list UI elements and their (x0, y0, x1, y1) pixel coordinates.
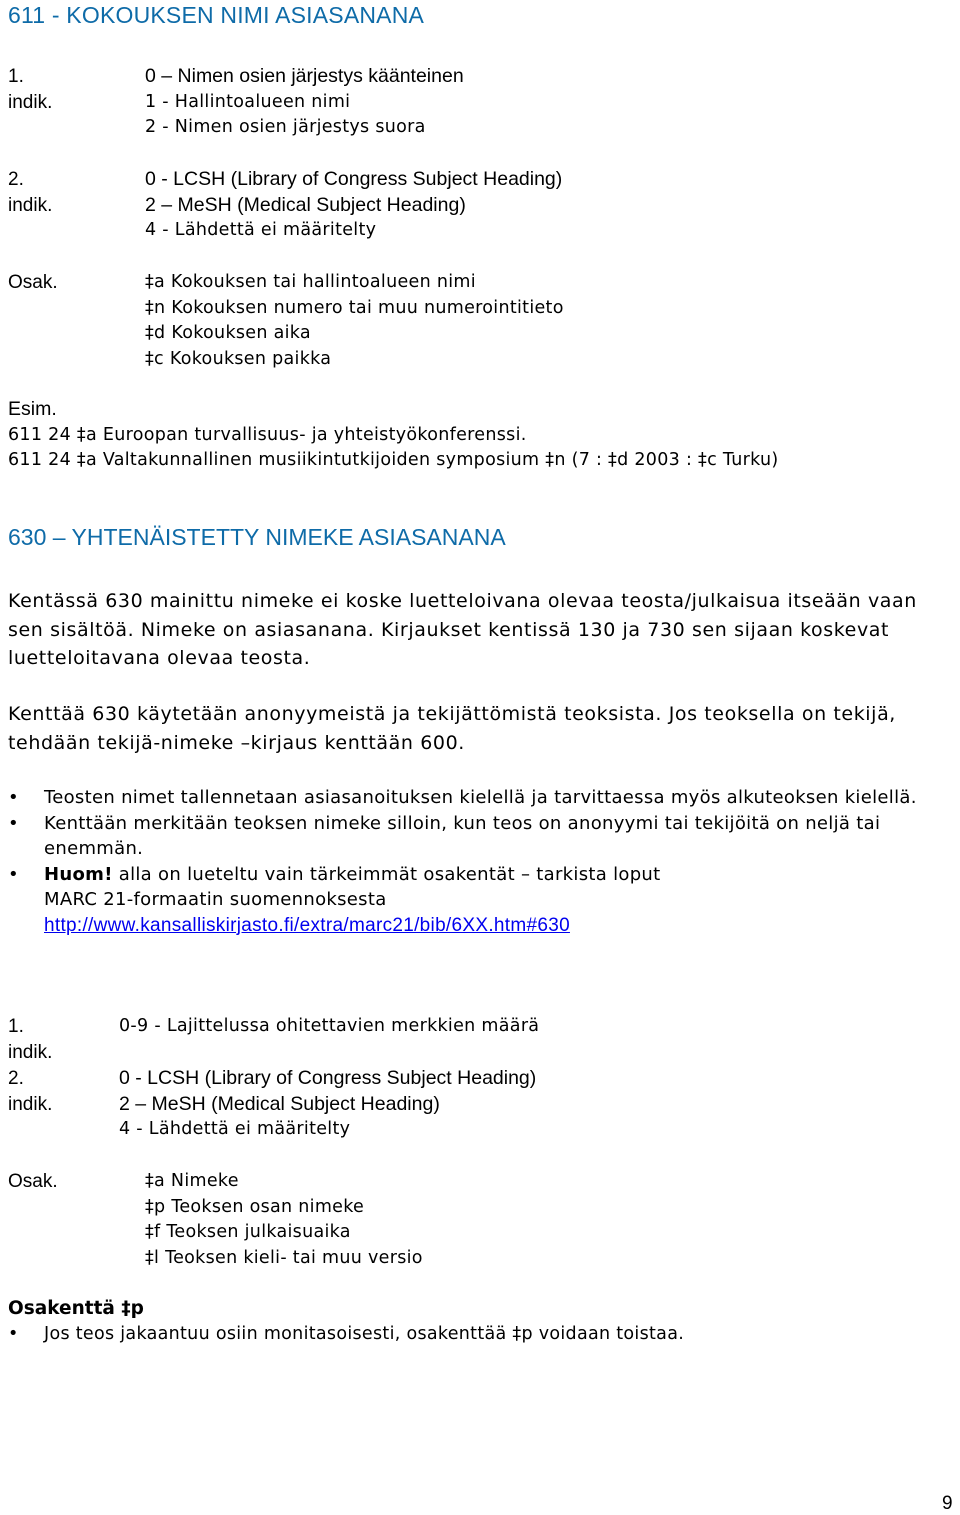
s611-ind2-value: 0 - LCSH (Library of Congress Subject Heading) (145, 168, 563, 190)
s630-ind1-label: 1. indik. (8, 1016, 53, 1063)
example-line: 611 24 ‡a Euroopan turvallisuus- ja yhteistyökonferenssi. (8, 424, 527, 445)
s630-subfield: ‡f Teoksen julkaisuaika (145, 1222, 351, 1243)
s630-bullet-list (8, 785, 948, 939)
bullet-text: Jos teos jakaantuu osiin monitasoisesti, osakenttää ‡p voidaan toistaa. (44, 1323, 685, 1344)
bullet-text: alla on lueteltu vain tärkeimmät osakentät – tarkista loput (112, 863, 661, 885)
s611-ind1-value: 1 - Hallintoalueen nimi (145, 91, 351, 112)
s611-subfields-label: Osak. (8, 272, 58, 293)
s611-ind1-label: 1. indik. (8, 66, 53, 113)
s630-ind2-value: 4 - Lähdettä ei määritelty (119, 1119, 351, 1140)
list-item (8, 1322, 948, 1348)
s630-subfields-label: Osak. (8, 1171, 58, 1192)
bullet-text: Teosten nimet tallennetaan asiasanoituksen kielellä ja tarvittaessa myös alkuteoksen kielellä. (44, 787, 917, 808)
note-label: Huom! (44, 863, 113, 885)
osakentta-p-heading: Osakenttä ‡p (8, 1298, 144, 1319)
list-item (8, 785, 948, 811)
s611-ind2-values (145, 167, 562, 244)
example-line: 611 24 ‡a Valtakunnallinen musiikintutkijoiden symposium ‡n (7 : ‡d 2003 : ‡c Turku) (8, 450, 779, 471)
list-item (8, 862, 948, 939)
s611-ind2-label: 2. indik. (8, 169, 53, 216)
list-item (8, 811, 948, 862)
s611-subfield: ‡n Kokouksen numero tai muu numerointitieto (145, 297, 564, 318)
s630-subfield: ‡p Teoksen osan nimeke (145, 1196, 365, 1217)
s630-paragraph-2: Kenttää 630 käytetään anonyymeistä ja tekijättömistä teoksista. Jos teoksella on tekijä, tehdään tekijä-nimeke –kirjaus kenttään 600. (8, 703, 896, 754)
s630-paragraph-1: Kentässä 630 mainittu nimeke ei koske luetteloivana olevaa teosta/julkaisua itseään vaan sen sisältöä. Nimeke on asiasanana. Kirjaukset kentissä 130 ja 730 sen sijaan koskevat luetteloitavana olevaa teosta. (8, 590, 917, 669)
s630-ind1-value: 0-9 - Lajittelussa ohitettavien merkkien määrä (119, 1016, 540, 1036)
page-number: 9 (942, 1493, 953, 1514)
s611-subfield: ‡a Kokouksen tai hallintoalueen nimi (145, 272, 476, 292)
s630-subfield: ‡l Teoksen kieli- tai muu versio (145, 1247, 423, 1268)
example-label: Esim. (8, 398, 57, 420)
s611-subfield: ‡c Kokouksen paikka (145, 348, 332, 369)
s611-example (8, 397, 948, 474)
s611-ind2-value: 2 – MeSH (Medical Subject Heading) (145, 193, 466, 216)
s611-subfields-values (145, 270, 564, 372)
bullet-icon: • (8, 1323, 19, 1344)
bullet-text: Kenttään merkitään teoksen nimeke silloin, kun teos on anonyymi tai tekijöitä on neljä tai enemmän. (44, 812, 881, 860)
s611-ind2-value: 4 - Lähdettä ei määritelty (145, 220, 377, 241)
s611-subfield: ‡d Kokouksen aika (145, 323, 311, 344)
s611-ind1-value: 0 – Nimen osien järjestys käänteinen (145, 65, 464, 87)
s630-ind1-values (119, 1014, 539, 1040)
bullet-icon: • (8, 812, 19, 834)
s611-ind1-values (145, 64, 464, 141)
section-611-title: 611 - KOKOUKSEN NIMI ASIASANANA (8, 2, 425, 28)
bullet-text-line2: MARC 21-formaatin suomennoksesta (44, 889, 387, 911)
section-630-title: 630 – YHTENÄISTETTY NIMEKE ASIASANANA (8, 524, 506, 550)
s630-ind2-value: 0 - LCSH (Library of Congress Subject Heading) (119, 1067, 537, 1089)
s630-subfields-values (145, 1169, 423, 1271)
bullet-icon: • (8, 863, 19, 885)
bullet-icon: • (8, 787, 19, 808)
s630-ind2-value: 2 – MeSH (Medical Subject Heading) (119, 1092, 440, 1115)
osakentta-p (8, 1296, 948, 1347)
s630-subfield: ‡a Nimeke (145, 1171, 239, 1191)
marc21-link[interactable]: http://www.kansalliskirjasto.fi/extra/marc21/bib/6XX.htm#630 (44, 914, 570, 936)
s611-ind1-value: 2 - Nimen osien järjestys suora (145, 117, 426, 138)
s630-ind2-label: 2. indik. (8, 1068, 53, 1115)
s630-ind2-values (119, 1066, 536, 1143)
